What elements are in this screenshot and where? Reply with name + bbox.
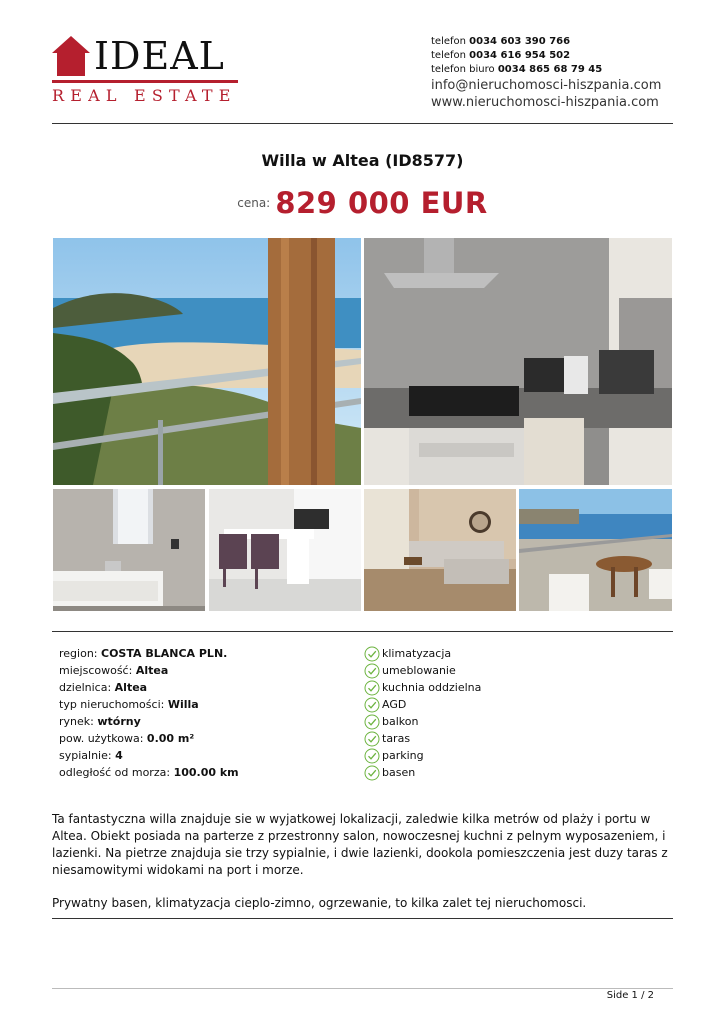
- logo-divider: [52, 80, 238, 83]
- feature-item: umeblowanie: [364, 662, 564, 679]
- check-icon: [364, 731, 380, 747]
- detail-area: pow. użytkowa: 0.00 m²: [59, 732, 195, 745]
- listing-title: Willa w Altea (ID8577): [261, 151, 464, 170]
- photo-terrace[interactable]: [519, 489, 672, 611]
- contact-phone-2: telefon 0034 616 954 502: [431, 50, 571, 61]
- photo-sea-view[interactable]: [53, 238, 361, 485]
- photo-kitchen[interactable]: [364, 238, 672, 485]
- page-number: Side 1 / 2: [606, 990, 654, 1001]
- check-icon: [364, 748, 380, 764]
- contact-phone-1: telefon 0034 603 390 766: [431, 36, 571, 47]
- feature-item: basen: [364, 764, 564, 781]
- house-icon: [52, 36, 90, 76]
- detail-bedrooms: sypialnie: 4: [59, 749, 123, 762]
- property-details: [59, 645, 359, 781]
- detail-district: dzielnica: Altea: [59, 681, 148, 694]
- contact-email[interactable]: info@nieruchomosci-hiszpania.com: [431, 78, 662, 93]
- detail-market: rynek: wtórny: [59, 715, 141, 728]
- description-divider: [52, 918, 673, 919]
- price-value: 829 000 EUR: [275, 186, 488, 220]
- logo-subtitle: REAL ESTATE: [52, 86, 237, 105]
- logo-word: IDEAL: [94, 34, 225, 78]
- header-divider: [52, 123, 673, 124]
- feature-item: balkon: [364, 713, 564, 730]
- detail-sea-distance: odległość od morza: 100.00 km: [59, 766, 239, 779]
- description-paragraph: Prywatny basen, klimatyzacja cieplo-zimno, ogrzewanie, to kilka zalet tej nieruchomosci.: [52, 896, 587, 910]
- price-row: [0, 186, 725, 220]
- contact-phone-office: telefon biuro 0034 865 68 79 45: [431, 64, 603, 75]
- photo-bathroom[interactable]: [53, 489, 205, 611]
- detail-region: region: COSTA BLANCA PLN.: [59, 647, 228, 660]
- description: [52, 811, 677, 928]
- photo-living-room[interactable]: [364, 489, 516, 611]
- check-icon: [364, 680, 380, 696]
- price-label: cena:: [237, 196, 271, 210]
- check-icon: [364, 714, 380, 730]
- features-list: [364, 645, 564, 781]
- feature-item: taras: [364, 730, 564, 747]
- check-icon: [364, 663, 380, 679]
- contact-website[interactable]: www.nieruchomosci-hiszpania.com: [431, 95, 659, 110]
- photo-dining[interactable]: [209, 489, 361, 611]
- feature-item: kuchnia oddzielna: [364, 679, 564, 696]
- company-logo: [52, 34, 242, 108]
- contact-block: [431, 35, 691, 111]
- footer-divider: [52, 988, 673, 989]
- description-paragraph: Ta fantastyczna willa znajduje sie w wyjatkowej lokalizacji, zaledwie kilka metrów od plaży i portu w Altea. Obiekt posiada na parterze z przestronny salon, nowoczesnej kuchni z pelnym wyposazeniem, i lazienki. Na pietrze znajduja sie trzy sypialnie, i dwie lazienki, dookola pomieszczenia jest duzy taras z niesamowitymi widokami na port i morze.: [52, 812, 668, 877]
- check-icon: [364, 646, 380, 662]
- detail-town: miejscowość: Altea: [59, 664, 169, 677]
- check-icon: [364, 697, 380, 713]
- check-icon: [364, 765, 380, 781]
- feature-item: AGD: [364, 696, 564, 713]
- feature-item: parking: [364, 747, 564, 764]
- photos-divider: [52, 631, 673, 632]
- feature-item: klimatyzacja: [364, 645, 564, 662]
- detail-type: typ nieruchomości: Willa: [59, 698, 199, 711]
